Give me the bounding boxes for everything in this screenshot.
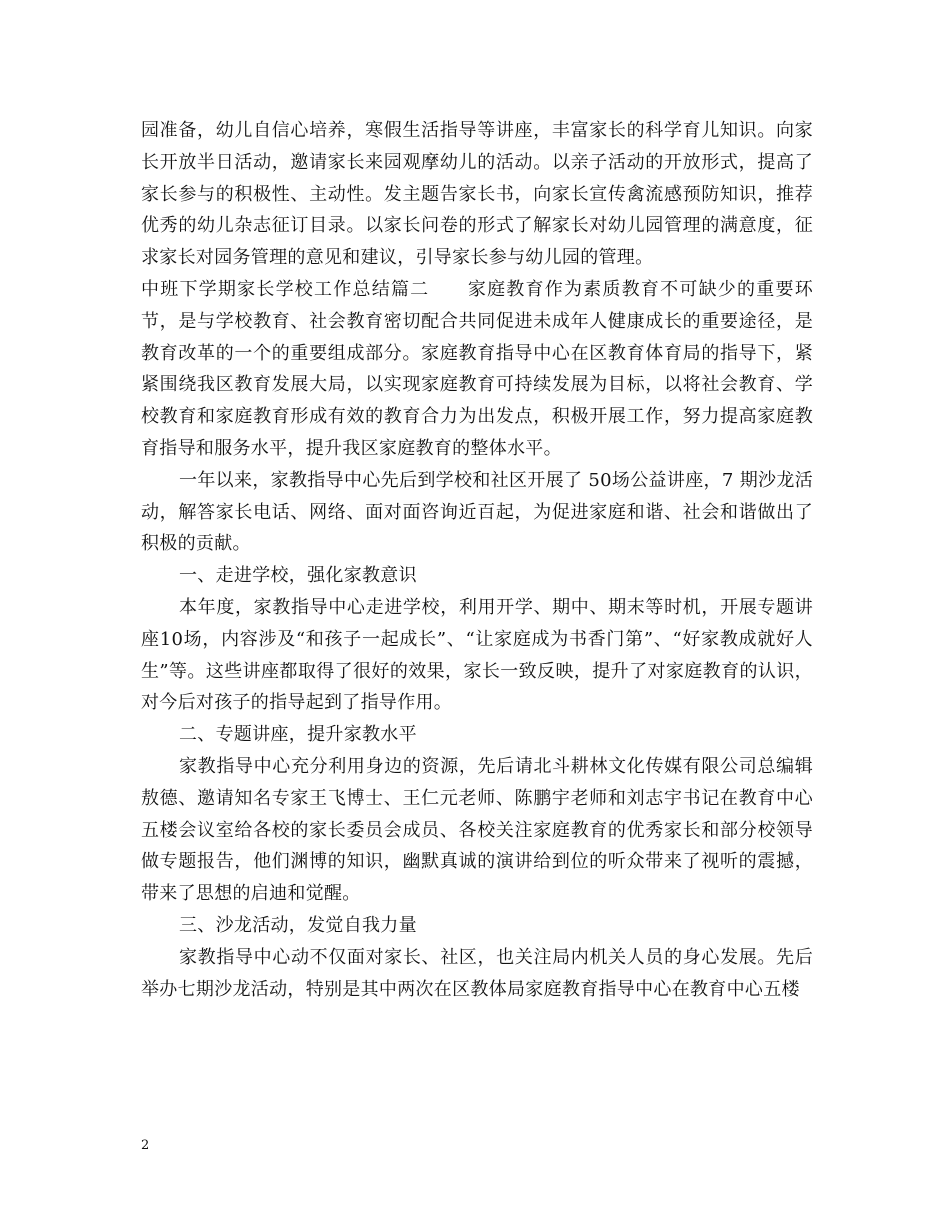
paragraph-school-lectures: 本年度，家教指导中心走进学校，利用开学、期中、期末等时机，开展专题讲座10场，内容涉及“和孩子一起成长”、“让家庭成为书香门第”、“好家教成就好人生”等。这些讲座都取得了很好的效果，家长一致反映，提升了对家庭教育的认识，对今后对孩子的指导起到了指导作用。	[141, 596, 813, 714]
paragraph-kindergarten-activities: 园准备，幼儿自信心培养，寒假生活指导等讲座，丰富家长的科学育儿知识。向家长开放半日活动，邀请家长来园观摩幼儿的活动。以亲子活动的开放形式，提高了家长参与的积极性、主动性。发主题告家长书，向家长宣传禽流感预防知识，推荐优秀的幼儿杂志征订目录。以家长问卷的形式了解家长对幼儿园管理的满意度，征求家长对园务管理的意见和建议，引导家长参与幼儿园的管理。	[141, 120, 813, 269]
section-heading-1: 一、走进学校，强化家教意识	[179, 565, 417, 587]
paragraph-year-summary: 一年以来，家教指导中心先后到学校和社区开展了 50场公益讲座，7 期沙龙活动，解答家长电话、网络、面对面咨询近百起，为促进家庭和谐、社会和谐做出了积极的贡献。	[141, 469, 813, 555]
section-heading-3: 三、沙龙活动，发觉自我力量	[179, 914, 417, 936]
page-number: 2	[141, 1138, 150, 1153]
paragraph-section-two-intro: 中班下学期家长学校工作总结篇二 家庭教育作为素质教育不可缺少的重要环节，是与学校教育、社会教育密切配合共同促进未成年人健康成长的重要途径，是教育改革的一个的重要组成部分。家庭教育指导中心在区教育体育局的指导下，紧紧围绕我区教育发展大局，以实现家庭教育可持续发展为目标，以将社会教育、学校教育和家庭教育形成有效的教育合力为出发点，积极开展工作，努力提高家庭教育指导和服务水平，提升我区家庭教育的整体水平。	[141, 278, 813, 459]
paragraph-salon-activities: 家教指导中心动不仅面对家长、社区，也关注局内机关人员的身心发展。先后举办七期沙龙活动，特别是其中两次在区教体局家庭教育指导中心在教育中心五楼	[141, 946, 813, 1000]
paragraph-special-lectures: 家教指导中心充分利用身边的资源，先后请北斗耕林文化传媒有限公司总编辑敖德、邀请知名专家王飞博士、王仁元老师、陈鹏宇老师和刘志宇书记在教育中心五楼会议室给各校的家长委员会成员、各校关注家庭教育的优秀家长和部分校领导做专题报告，他们渊博的知识，幽默真诚的演讲给到位的听众带来了视听的震撼，带来了思想的启迪和觉醒。	[141, 755, 813, 905]
section-heading-2: 二、专题讲座，提升家教水平	[179, 724, 417, 746]
document-body	[141, 115, 813, 1005]
